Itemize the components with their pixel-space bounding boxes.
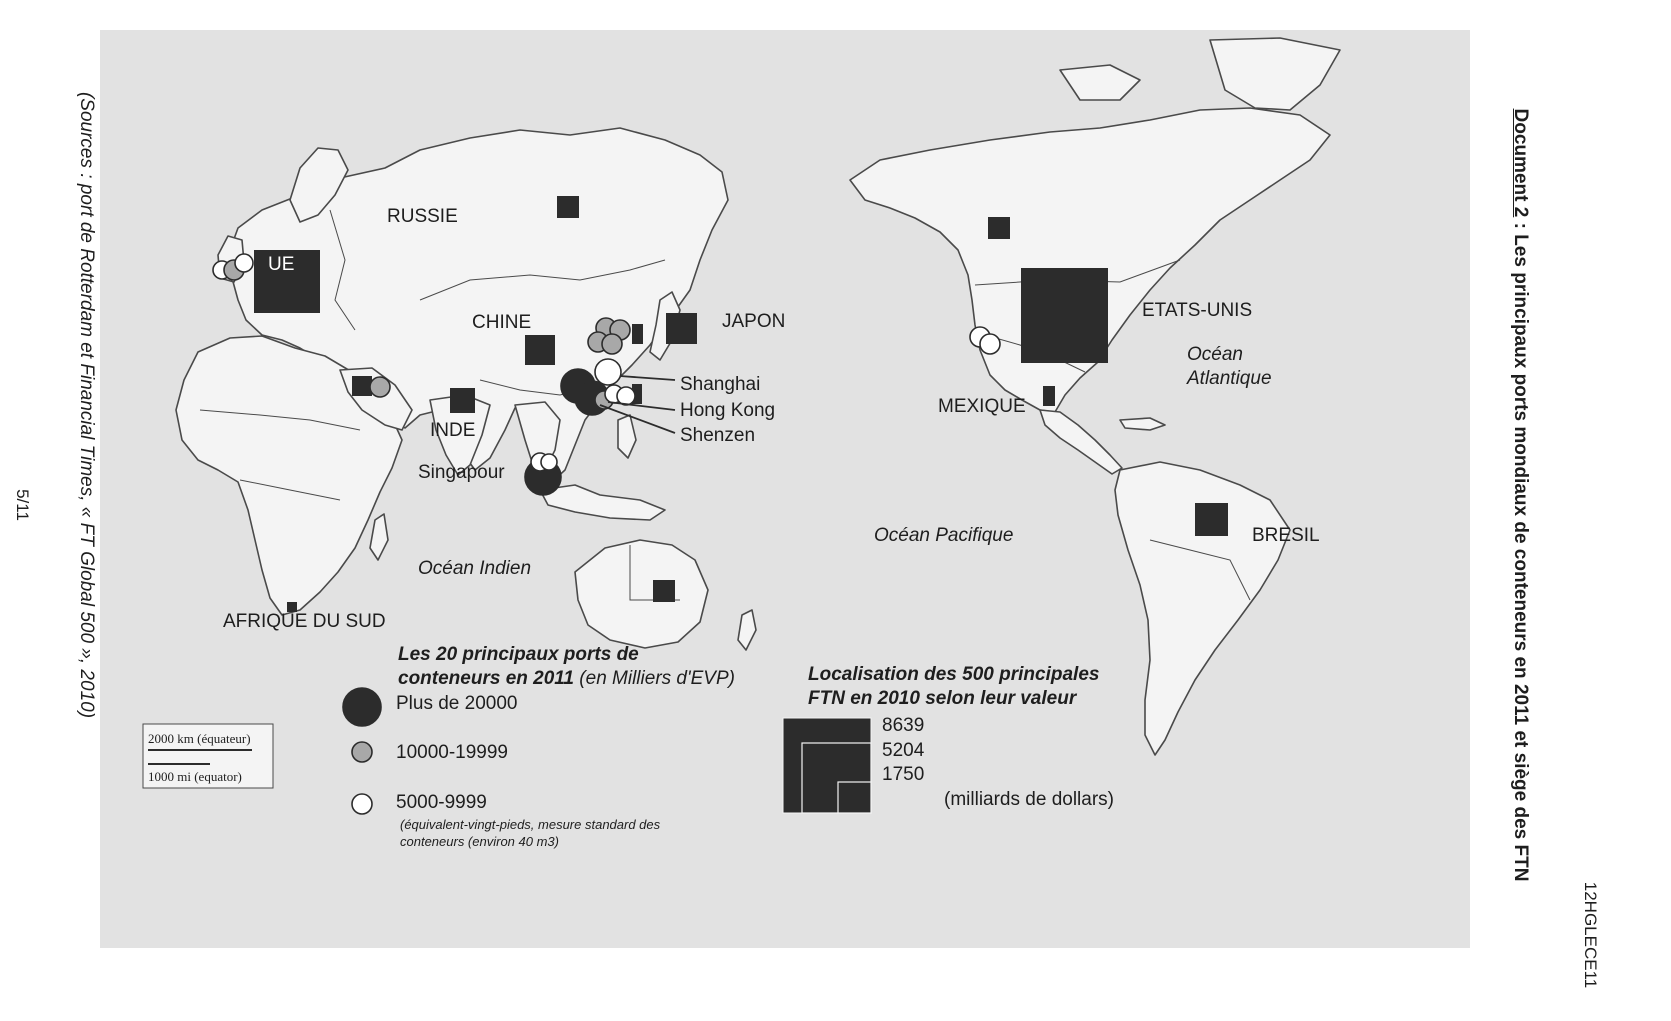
page-number: 5/11 xyxy=(13,489,32,521)
label-chine: CHINE xyxy=(472,312,532,333)
legend-ports-title-2-bold: conteneurs en 2011 xyxy=(398,668,575,689)
port-circle-shanghai xyxy=(595,359,621,385)
legend-circle-dark xyxy=(343,688,381,726)
ftn-square-chine xyxy=(525,335,555,365)
scale-mi: 1000 mi (equator) xyxy=(148,769,242,784)
port-circle-europe-3 xyxy=(235,254,253,272)
label-mexique: MEXIQUE xyxy=(938,396,1026,417)
document-title-prefix: Document 2 xyxy=(1510,108,1531,218)
legend-ftn-value-2: 5204 xyxy=(882,740,925,761)
legend-ftn-unit: (milliards de dollars) xyxy=(944,789,1114,810)
label-russie: RUSSIE xyxy=(387,206,458,227)
label-ocean-pacifique: Océan Pacifique xyxy=(874,525,1014,546)
label-japon: JAPON xyxy=(722,311,786,332)
ftn-square-etats-unis xyxy=(1021,268,1108,363)
label-shenzen: Shenzen xyxy=(680,425,756,446)
label-ocean-atlantique-1: Océan xyxy=(1187,344,1243,365)
port-circle-tanjung xyxy=(541,454,557,470)
legend-ftn-value-1: 8639 xyxy=(882,715,925,736)
port-circle-dubai xyxy=(370,377,390,397)
legend-ftn-square-small xyxy=(838,782,871,813)
label-ocean-indien: Océan Indien xyxy=(418,558,532,579)
legend-ftn-title-1: Localisation des 500 principales xyxy=(808,664,1100,685)
legend-ftn-title-2: FTN en 2010 selon leur valeur xyxy=(808,688,1077,709)
label-shanghai: Shanghai xyxy=(680,374,761,395)
ftn-square-corée xyxy=(632,324,643,344)
ftn-square-mexique xyxy=(1043,386,1055,406)
ftn-square-japon xyxy=(666,313,697,344)
ftn-square-canada xyxy=(988,217,1010,239)
sources-note: (Sources : port de Rotterdam et Financial Times, « FT Global 500 », 2010) xyxy=(76,91,97,719)
ftn-square-australie xyxy=(653,580,675,602)
document-code: 12HGLECE11 xyxy=(1581,881,1600,989)
scale-km: 2000 km (équateur) xyxy=(148,731,251,746)
label-inde: INDE xyxy=(430,420,476,441)
ftn-square-russie xyxy=(557,196,579,218)
legend-ports-title-2-rest: (en Milliers d'EVP) xyxy=(574,668,735,689)
port-circle-ningbo xyxy=(602,334,622,354)
label-etats-unis: ETATS-UNIS xyxy=(1142,300,1253,321)
scale-bar xyxy=(143,724,273,788)
label-afrique-du-sud: AFRIQUE DU SUD xyxy=(223,611,386,632)
legend-ports-class-2: 10000-19999 xyxy=(396,742,508,763)
label-hongkong: Hong Kong xyxy=(680,400,776,421)
legend-ports-note-1: (équivalent-vingt-pieds, mesure standard des xyxy=(400,817,661,832)
legend-ports-class-3: 5000-9999 xyxy=(396,792,487,813)
legend-ftn-value-3: 1750 xyxy=(882,764,925,785)
legend-circle-medium xyxy=(352,742,372,762)
label-bresil: BRESIL xyxy=(1252,525,1320,546)
legend-circle-light xyxy=(352,794,372,814)
legend-ports-title-2 xyxy=(398,668,735,689)
legend-ports-note-2: conteneurs (environ 40 m3) xyxy=(400,834,559,849)
ftn-square-bresil xyxy=(1195,503,1228,536)
label-ue: UE xyxy=(268,254,295,275)
document-title-text: : Les principaux ports mondiaux de conteneurs en 2011 et siège des FTN xyxy=(1510,217,1531,882)
legend-ports-class-1: Plus de 20000 xyxy=(396,693,518,714)
label-ocean-atlantique-2: Atlantique xyxy=(1187,368,1272,389)
legend-ports-title-1: Les 20 principaux ports de xyxy=(398,644,639,665)
port-circle-kaohsiung xyxy=(617,387,635,405)
port-circle-long-beach xyxy=(980,334,1000,354)
label-singapour: Singapour xyxy=(418,462,505,483)
ftn-square-arabie xyxy=(352,376,372,396)
ftn-square-inde xyxy=(450,388,475,413)
